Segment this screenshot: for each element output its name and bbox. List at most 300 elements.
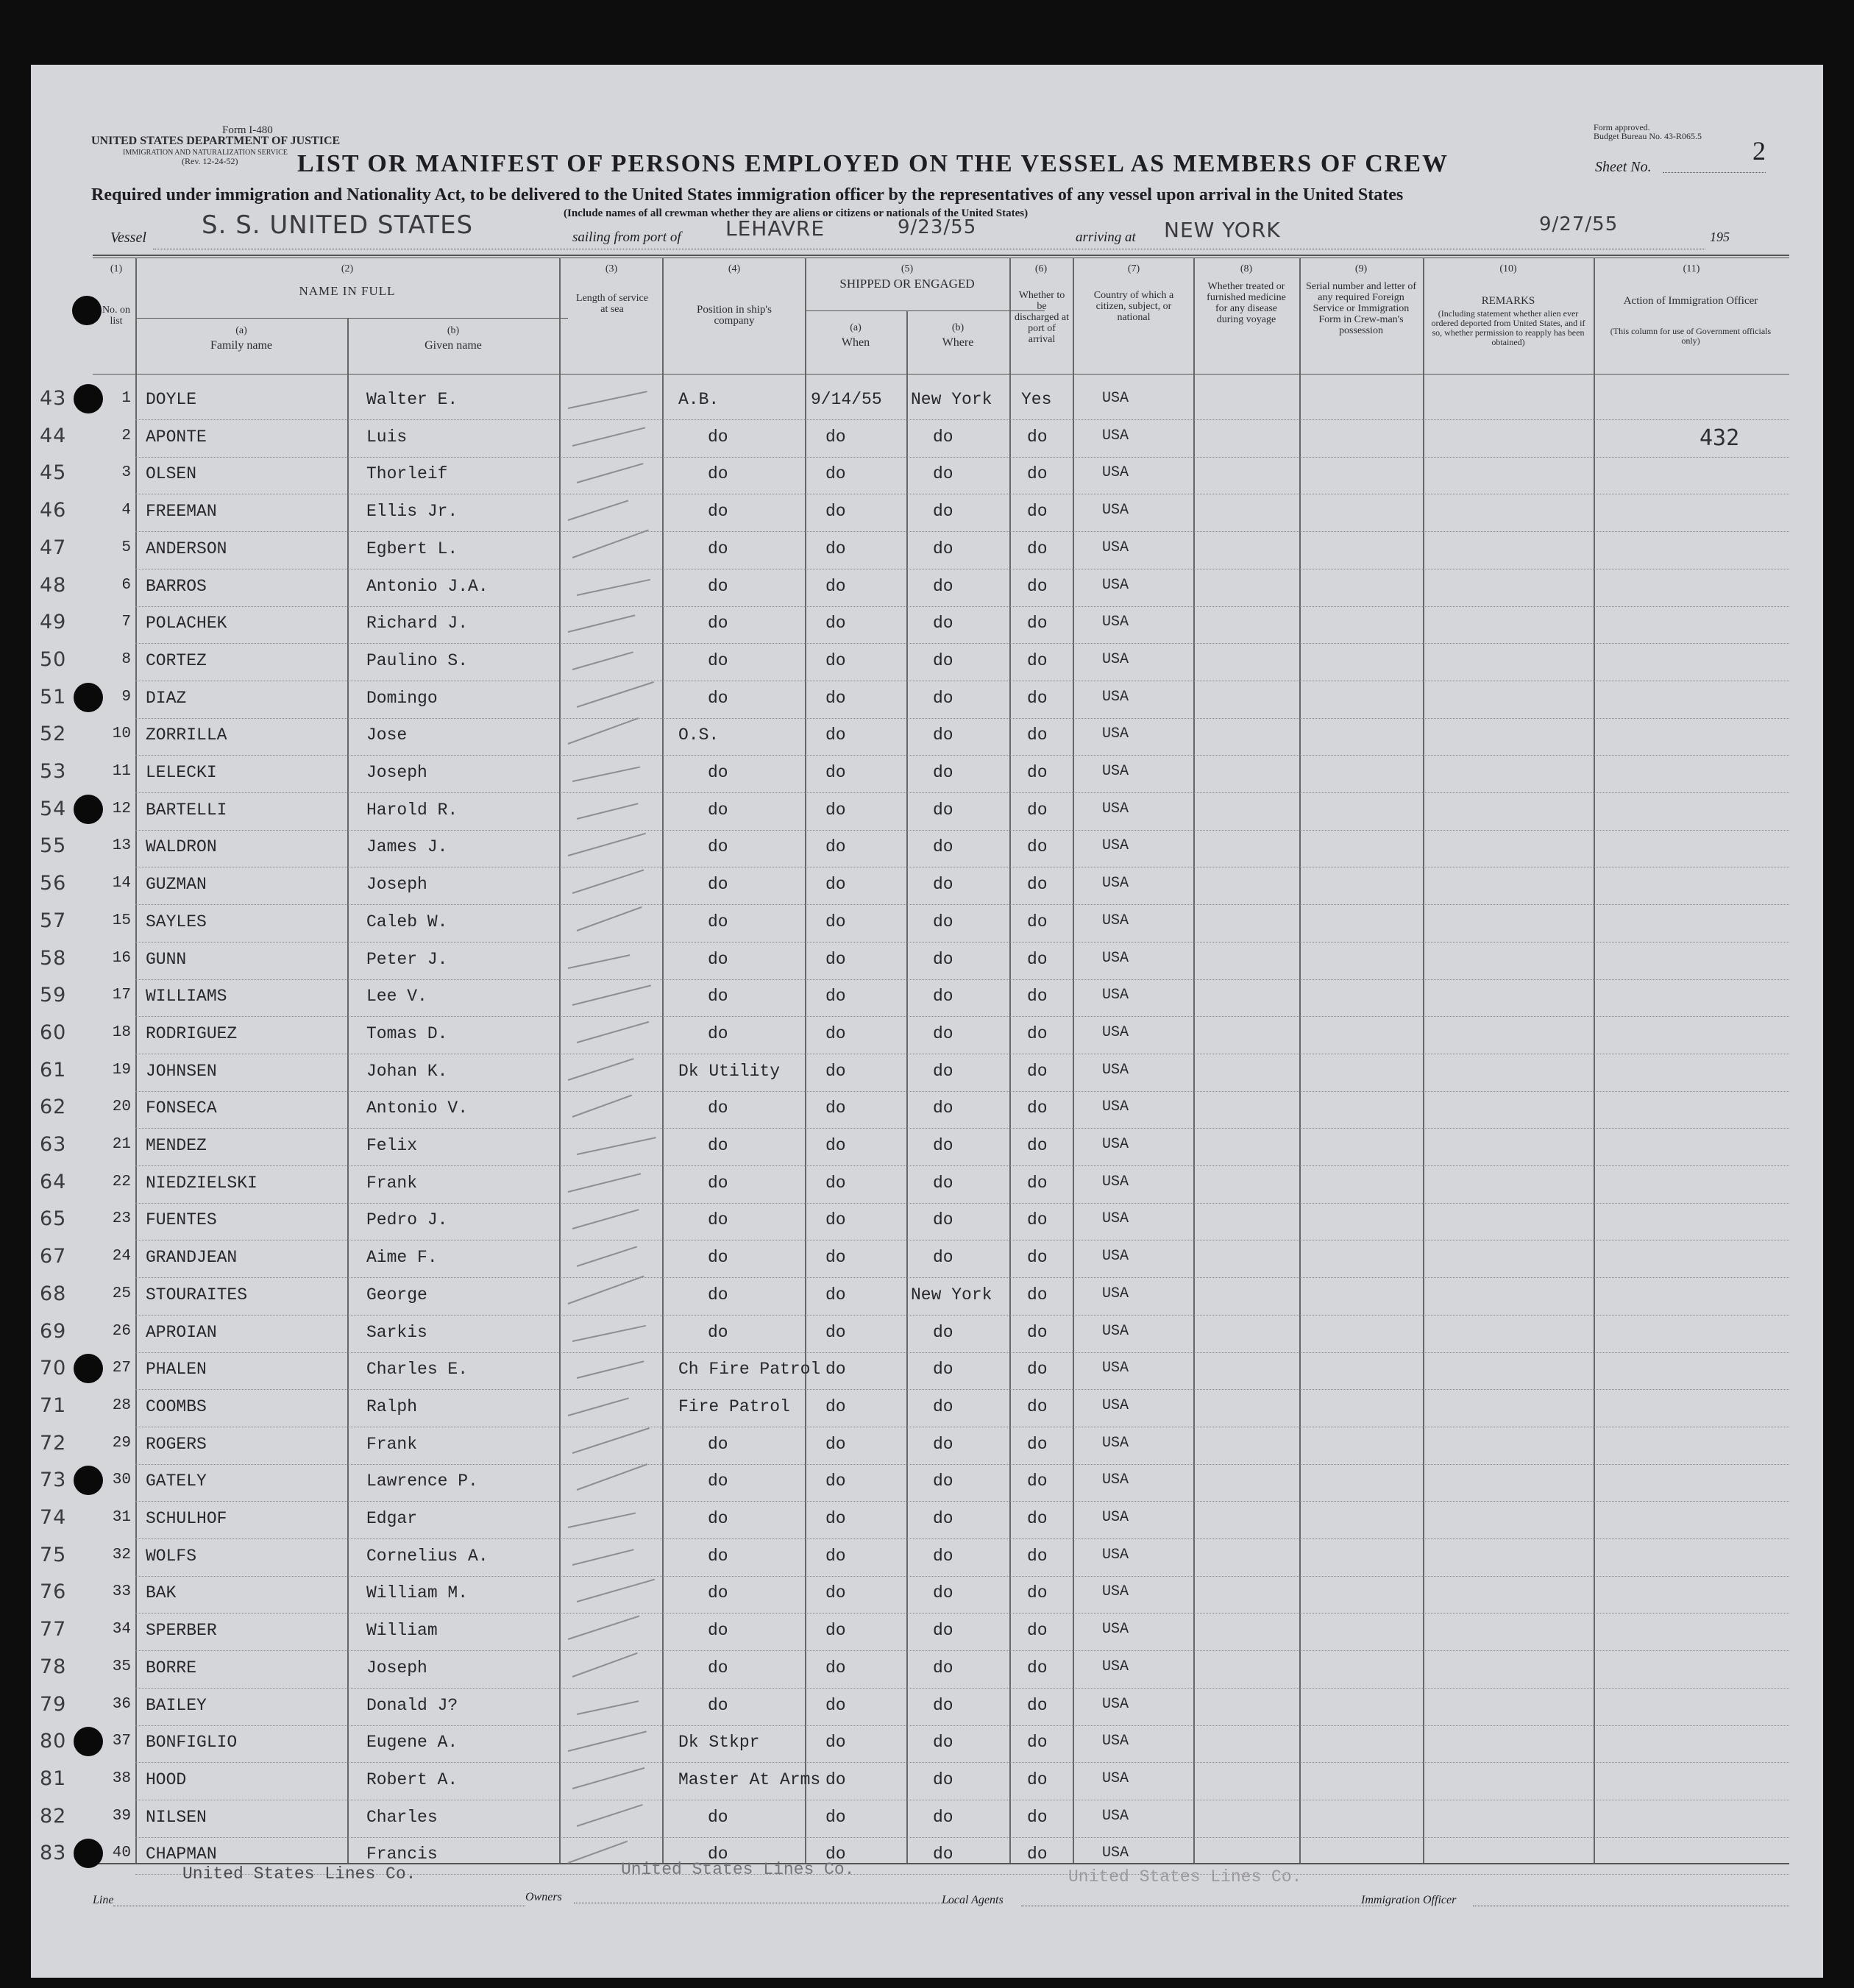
row-w: do xyxy=(825,650,846,670)
row-p: do xyxy=(708,1807,728,1827)
col6-number: (6) xyxy=(1034,263,1048,274)
row-n: 22 xyxy=(112,1173,131,1190)
service-checkmark xyxy=(577,681,654,708)
row-g: Charles E. xyxy=(366,1360,469,1380)
row-m: 44 xyxy=(40,424,67,447)
row-c: USA xyxy=(1102,1621,1129,1639)
row-c: USA xyxy=(1102,539,1129,556)
col5-number: (5) xyxy=(901,263,914,274)
row-c: USA xyxy=(1102,464,1129,482)
row-m: 45 xyxy=(40,461,67,485)
punch-hole xyxy=(74,384,103,413)
row-n: 3 xyxy=(121,464,131,482)
row-wh: do xyxy=(933,1322,953,1342)
row-p: do xyxy=(708,1546,728,1566)
col5b-letter: (b) xyxy=(951,322,965,333)
row-g: Ralph xyxy=(366,1396,418,1416)
row-n: 24 xyxy=(112,1248,131,1265)
col9-header: Serial number and letter of any required Foreign Service or Immigration Form in Crew-man's possession xyxy=(1305,281,1417,336)
row-c: USA xyxy=(1102,1434,1129,1452)
col2-header: NAME IN FULL xyxy=(299,284,396,298)
row-wh: do xyxy=(933,502,953,522)
row-d: do xyxy=(1027,1322,1048,1342)
row-f: BAK xyxy=(146,1583,177,1603)
row-g: Eugene A. xyxy=(366,1733,458,1753)
row-w: do xyxy=(825,1845,846,1864)
row-n: 16 xyxy=(112,949,131,967)
row-n: 12 xyxy=(112,800,131,817)
row-line xyxy=(135,643,1789,644)
row-g: Joseph xyxy=(366,1658,427,1678)
row-c: USA xyxy=(1102,912,1129,929)
row-c: USA xyxy=(1102,725,1129,743)
col4-header: Position in ship's company xyxy=(697,304,772,327)
row-d: do xyxy=(1027,1360,1048,1380)
col-sep-9 xyxy=(1423,258,1424,1863)
row-p: do xyxy=(708,1472,728,1491)
row-d: Yes xyxy=(1021,390,1052,409)
sail-date: 9/23/55 xyxy=(898,216,977,238)
include-note: (Include names of all crewman whether they are aliens or citizens or nationals of the United States) xyxy=(564,207,1029,219)
row-f: FREEMAN xyxy=(146,502,217,522)
row-m: 56 xyxy=(40,872,67,895)
punch-hole xyxy=(72,296,102,325)
row-w: do xyxy=(825,1583,846,1603)
arriving-label: arriving at xyxy=(1076,230,1136,245)
row-m: 64 xyxy=(40,1170,67,1193)
row-m: 54 xyxy=(40,797,67,820)
row-line xyxy=(135,1650,1789,1651)
row-g: Harold R. xyxy=(366,800,458,820)
row-f: GATELY xyxy=(146,1472,207,1491)
row-m: 79 xyxy=(40,1692,67,1716)
row-c: USA xyxy=(1102,1658,1129,1675)
row-p: do xyxy=(708,1285,728,1304)
footer-officer-label: Immigration Officer xyxy=(1361,1894,1457,1906)
row-n: 23 xyxy=(112,1210,131,1228)
row-f: HOOD xyxy=(146,1769,187,1789)
row-c: USA xyxy=(1102,1210,1129,1228)
row-f: WOLFS xyxy=(146,1546,197,1566)
row-m: 68 xyxy=(40,1282,67,1305)
row-f: DOYLE xyxy=(146,390,197,409)
row-f: POLACHEK xyxy=(146,614,227,633)
row-w: do xyxy=(825,1546,846,1566)
row-w: do xyxy=(825,1396,846,1416)
row-c: USA xyxy=(1102,1248,1129,1265)
row-f: BORRE xyxy=(146,1658,197,1678)
row-wh: do xyxy=(933,1583,953,1603)
col8-number: (8) xyxy=(1240,263,1253,274)
row-line xyxy=(135,904,1789,905)
row-m: 83 xyxy=(40,1842,67,1865)
service-checkmark xyxy=(572,766,640,782)
row-c: USA xyxy=(1102,576,1129,594)
row-n: 35 xyxy=(112,1658,131,1675)
row-w: do xyxy=(825,688,846,708)
row-line xyxy=(135,1128,1789,1129)
row-w: do xyxy=(825,1285,846,1304)
row-m: 53 xyxy=(40,760,67,783)
row-line xyxy=(135,457,1789,458)
row-p: do xyxy=(708,1023,728,1043)
row-p: do xyxy=(708,1098,728,1118)
row-d: do xyxy=(1027,1023,1048,1043)
row-w: do xyxy=(825,1769,846,1789)
row-line xyxy=(135,1352,1789,1353)
col10-number: (10) xyxy=(1499,263,1517,274)
col6-header: Whether to be discharged at port of arrival xyxy=(1015,290,1069,345)
row-g: Lee V. xyxy=(366,987,427,1007)
row-wh: do xyxy=(933,614,953,633)
row-f: WALDRON xyxy=(146,837,217,857)
row-n: 9 xyxy=(121,688,131,706)
form-number: Form I-480 xyxy=(222,124,273,136)
row-f: WILLIAMS xyxy=(146,987,227,1007)
row-wh: do xyxy=(933,1248,953,1268)
col-sep-1 xyxy=(135,258,137,1863)
row-m: 47 xyxy=(40,536,67,559)
arrive-date: 9/27/55 xyxy=(1539,213,1619,235)
col5b-header: Where xyxy=(942,336,974,349)
row-line xyxy=(135,606,1789,607)
row-p: do xyxy=(708,539,728,558)
row-d: do xyxy=(1027,1546,1048,1566)
row-d: do xyxy=(1027,502,1048,522)
row-w: do xyxy=(825,539,846,558)
row-c: USA xyxy=(1102,1807,1129,1825)
row-d: do xyxy=(1027,987,1048,1007)
row-f: FUENTES xyxy=(146,1210,217,1230)
row-w: do xyxy=(825,427,846,447)
row-c: USA xyxy=(1102,763,1129,780)
row-line xyxy=(135,1762,1789,1763)
row-f: GUZMAN xyxy=(146,875,207,895)
row-c: USA xyxy=(1102,800,1129,817)
col2a-header: Family name xyxy=(210,339,272,352)
row-f: FONSECA xyxy=(146,1098,217,1118)
row-m: 78 xyxy=(40,1655,67,1678)
row-n: 33 xyxy=(112,1583,131,1601)
row-w: do xyxy=(825,800,846,820)
form-revision: (Rev. 12-24-52) xyxy=(182,156,238,166)
row-wh: do xyxy=(933,1396,953,1416)
row-line xyxy=(135,1016,1789,1017)
service-checkmark xyxy=(568,1731,647,1753)
row-d: do xyxy=(1027,650,1048,670)
row-wh: do xyxy=(933,763,953,782)
row-m: 65 xyxy=(40,1207,67,1231)
row-f: GRANDJEAN xyxy=(146,1248,238,1268)
service-checkmark xyxy=(568,1841,628,1864)
row-wh: do xyxy=(933,1546,953,1566)
row-f: PHALEN xyxy=(146,1360,207,1380)
service-checkmark xyxy=(568,1173,641,1193)
row-w: do xyxy=(825,1322,846,1342)
row-w: do xyxy=(825,576,846,596)
row-p: do xyxy=(708,1173,728,1193)
row-w: do xyxy=(825,1210,846,1230)
row-d: do xyxy=(1027,464,1048,484)
col2-number: (2) xyxy=(341,263,354,274)
row-m: 62 xyxy=(40,1096,67,1119)
row-m: 59 xyxy=(40,984,67,1007)
row-f: ANDERSON xyxy=(146,539,227,558)
row-line xyxy=(135,1725,1789,1726)
row-p: do xyxy=(708,912,728,931)
service-checkmark xyxy=(572,1652,638,1678)
service-checkmark xyxy=(577,1463,648,1491)
row-n: 20 xyxy=(112,1098,131,1116)
row-c: USA xyxy=(1102,1472,1129,1489)
row-m: 43 xyxy=(40,387,67,410)
row-c: USA xyxy=(1102,1396,1129,1414)
row-m: 72 xyxy=(40,1431,67,1455)
row-d: do xyxy=(1027,1210,1048,1230)
row-m: 60 xyxy=(40,1020,67,1044)
row-d: do xyxy=(1027,1396,1048,1416)
row-p: do xyxy=(708,1509,728,1528)
row-f: OLSEN xyxy=(146,464,197,484)
row-c: USA xyxy=(1102,1173,1129,1190)
row-p: do xyxy=(708,427,728,447)
service-checkmark xyxy=(577,906,642,931)
row-m: 71 xyxy=(40,1394,67,1417)
row-n: 11 xyxy=(112,763,131,780)
service-checkmark xyxy=(568,614,636,633)
row-g: Aime F. xyxy=(366,1248,438,1268)
col10-note: (Including statement whether alien ever ordered deported from United States, and if so, whether permission to reapply has been obtained) xyxy=(1431,308,1585,347)
row-f: LELECKI xyxy=(146,763,217,782)
row-g: Donald J? xyxy=(366,1695,458,1715)
row-wh: do xyxy=(933,1695,953,1715)
row-d: do xyxy=(1027,1807,1048,1827)
row-d: do xyxy=(1027,837,1048,857)
row-d: do xyxy=(1027,1434,1048,1454)
row-line xyxy=(135,830,1789,831)
row-d: do xyxy=(1027,800,1048,820)
row-n: 38 xyxy=(112,1769,131,1787)
row-line xyxy=(135,531,1789,532)
row-line xyxy=(135,979,1789,980)
row-d: do xyxy=(1027,1285,1048,1304)
row-wh: do xyxy=(933,1472,953,1491)
row-wh: do xyxy=(933,800,953,820)
row-d: do xyxy=(1027,1472,1048,1491)
col10-header: REMARKS xyxy=(1481,295,1535,307)
service-checkmark xyxy=(577,1246,637,1267)
row-m: 63 xyxy=(40,1133,67,1156)
row-g: Joseph xyxy=(366,763,427,782)
col-sep-10 xyxy=(1594,258,1595,1863)
row-n: 40 xyxy=(112,1845,131,1862)
row-line xyxy=(135,1613,1789,1614)
row-p: Fire Patrol xyxy=(678,1396,790,1416)
row-wh: do xyxy=(933,725,953,745)
row-p: do xyxy=(708,502,728,522)
row-f: APROIAN xyxy=(146,1322,217,1342)
row-line xyxy=(135,1203,1789,1204)
row-wh: do xyxy=(933,1173,953,1193)
service-checkmark xyxy=(577,1700,639,1715)
row-d: do xyxy=(1027,912,1048,931)
col11-header: Action of Immigration Officer xyxy=(1623,295,1758,307)
row-w: do xyxy=(825,1695,846,1715)
row-p: do xyxy=(708,800,728,820)
row-f: COOMBS xyxy=(146,1396,207,1416)
row-wh: New York xyxy=(911,1285,992,1304)
col-sep-3 xyxy=(662,258,664,1863)
row-n: 2 xyxy=(121,427,131,444)
row-p: do xyxy=(708,1695,728,1715)
service-checkmark xyxy=(577,1021,650,1043)
row-g: Johan K. xyxy=(366,1061,448,1081)
row-wh: do xyxy=(933,688,953,708)
row-n: 13 xyxy=(112,837,131,855)
row-p: Dk Stkpr xyxy=(678,1733,760,1753)
budget-bureau: Budget Bureau No. 43-R065.5 xyxy=(1594,131,1702,141)
row-w: do xyxy=(825,1061,846,1081)
row-m: 70 xyxy=(40,1357,67,1380)
col11-number: (11) xyxy=(1683,263,1700,274)
name-subheader-line xyxy=(135,318,568,319)
row-g: Joseph xyxy=(366,875,427,895)
row-m: 75 xyxy=(40,1543,67,1566)
service-checkmark xyxy=(568,717,639,745)
service-checkmark xyxy=(572,870,644,894)
row-c: USA xyxy=(1102,1285,1129,1302)
row-p: do xyxy=(708,1621,728,1641)
row-d: do xyxy=(1027,763,1048,782)
row-d: do xyxy=(1027,1136,1048,1155)
row-m: 55 xyxy=(40,834,67,858)
row-p: do xyxy=(708,1845,728,1864)
row-g: William M. xyxy=(366,1583,469,1603)
col-sep-4 xyxy=(805,258,806,1863)
row-wh: do xyxy=(933,1360,953,1380)
row-f: STOURAITES xyxy=(146,1285,248,1304)
row-n: 8 xyxy=(121,650,131,668)
row-wh: do xyxy=(933,949,953,969)
service-checkmark xyxy=(572,427,645,447)
row-line xyxy=(135,1315,1789,1316)
service-checkmark xyxy=(568,1616,640,1640)
row-g: Caleb W. xyxy=(366,912,448,931)
row-wh: do xyxy=(933,1807,953,1827)
row-p: do xyxy=(708,1322,728,1342)
port-from: LEHAVRE xyxy=(725,216,825,241)
service-checkmark xyxy=(568,954,631,969)
row-line xyxy=(135,1576,1789,1577)
row-n: 39 xyxy=(112,1807,131,1825)
col-sep-7 xyxy=(1193,258,1195,1863)
row-w: do xyxy=(825,1248,846,1268)
row-d: do xyxy=(1027,1845,1048,1864)
row-d: do xyxy=(1027,576,1048,596)
row-m: 48 xyxy=(40,573,67,597)
row-line xyxy=(135,1501,1789,1502)
row-p: Dk Utility xyxy=(678,1061,781,1081)
row-p: do xyxy=(708,1658,728,1678)
row-n: 32 xyxy=(112,1546,131,1563)
row-n: 29 xyxy=(112,1434,131,1452)
col8-header: Whether treated or furnished medicine for any disease during voyage xyxy=(1207,281,1286,325)
row-line xyxy=(135,792,1789,793)
row-d: do xyxy=(1027,1248,1048,1268)
sailing-label: sailing from port of xyxy=(572,230,681,245)
page-title: LIST OR MANIFEST OF PERSONS EMPLOYED ON THE VESSEL AS MEMBERS OF CREW xyxy=(297,150,1449,177)
row-w: do xyxy=(825,1173,846,1193)
row-c: USA xyxy=(1102,1733,1129,1750)
service-checkmark xyxy=(568,500,628,521)
row-line xyxy=(135,1538,1789,1539)
row-w: do xyxy=(825,1098,846,1118)
row-d: do xyxy=(1027,949,1048,969)
row-d: do xyxy=(1027,688,1048,708)
row-g: James J. xyxy=(366,837,448,857)
col5-header: SHIPPED OR ENGAGED xyxy=(839,277,975,291)
row-c: USA xyxy=(1102,427,1129,444)
row-w: do xyxy=(825,1733,846,1753)
service-checkmark xyxy=(572,1210,639,1230)
row-line xyxy=(135,419,1789,420)
row-f: SAYLES xyxy=(146,912,207,931)
row-n: 7 xyxy=(121,614,131,631)
footer-agents-label: Local Agents xyxy=(942,1894,1004,1906)
row-g: Pedro J. xyxy=(366,1210,448,1230)
row-g: Robert A. xyxy=(366,1769,458,1789)
row-wh: do xyxy=(933,1733,953,1753)
row-wh: do xyxy=(933,427,953,447)
row-d: do xyxy=(1027,1098,1048,1118)
row-n: 34 xyxy=(112,1621,131,1639)
row-p: do xyxy=(708,837,728,857)
row-p: do xyxy=(708,650,728,670)
punch-hole xyxy=(74,683,103,712)
row-n: 26 xyxy=(112,1322,131,1340)
row-wh: do xyxy=(933,987,953,1007)
row-w: do xyxy=(825,763,846,782)
row-wh: do xyxy=(933,1658,953,1678)
row-p: do xyxy=(708,987,728,1007)
service-checkmark xyxy=(568,1512,636,1528)
row-line xyxy=(135,718,1789,719)
row-wh: do xyxy=(933,650,953,670)
row-d: do xyxy=(1027,1173,1048,1193)
row-wh: do xyxy=(933,1434,953,1454)
service-checkmark xyxy=(577,1360,644,1379)
row-wh: do xyxy=(933,1845,953,1864)
row-f: BARTELLI xyxy=(146,800,227,820)
footer-line-label: Line xyxy=(93,1894,114,1906)
row-g: Walter E. xyxy=(366,390,458,409)
row-f: APONTE xyxy=(146,427,207,447)
row-wh: New York xyxy=(911,390,992,409)
row-n: 19 xyxy=(112,1061,131,1079)
sheet-label: Sheet No. xyxy=(1595,159,1652,175)
row-f: NIEDZIELSKI xyxy=(146,1173,258,1193)
row-n: 6 xyxy=(121,576,131,594)
service-checkmark xyxy=(568,1397,629,1416)
department-name: UNITED STATES DEPARTMENT OF JUSTICE xyxy=(91,135,341,147)
row-w: do xyxy=(825,1360,846,1380)
row-n: 28 xyxy=(112,1396,131,1414)
row-line xyxy=(135,1277,1789,1278)
row-m: 50 xyxy=(40,647,67,671)
annotation-432: 432 xyxy=(1700,425,1740,451)
row-g: Sarkis xyxy=(366,1322,427,1342)
row-n: 17 xyxy=(112,987,131,1004)
